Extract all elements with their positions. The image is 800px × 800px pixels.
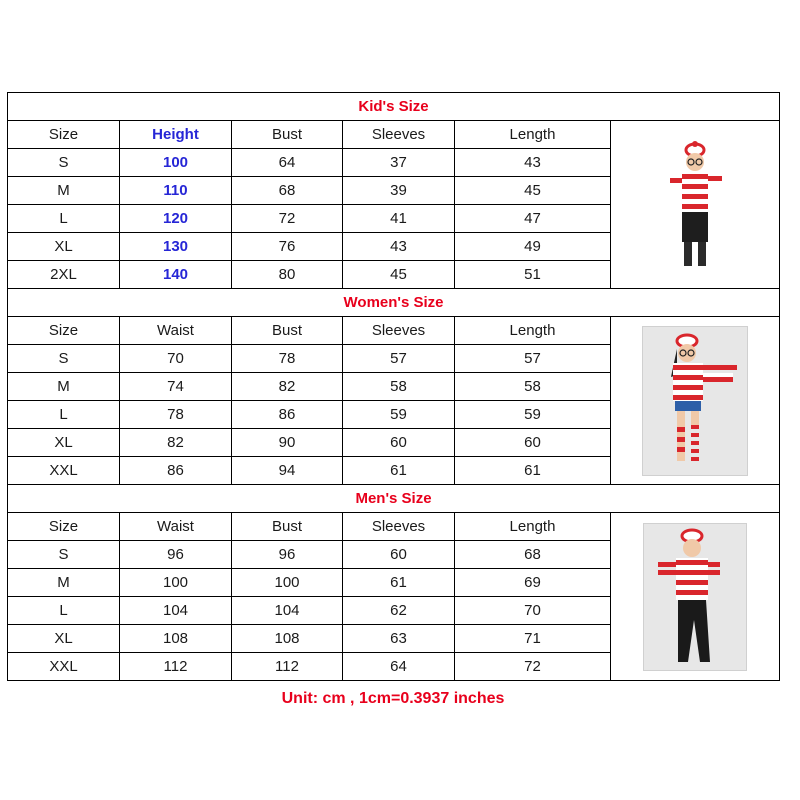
cell-bust: 64 — [232, 149, 343, 177]
cell-size: S — [8, 345, 120, 373]
cell-size: M — [8, 373, 120, 401]
cell-sleeves: 60 — [343, 429, 455, 457]
cell-size: L — [8, 205, 120, 233]
size-chart-container — [7, 92, 779, 681]
size-chart-table — [7, 92, 780, 681]
cell-length: 57 — [455, 345, 611, 373]
header-size: Size — [8, 121, 120, 149]
cell-height: 110 — [120, 177, 232, 205]
cell-length: 68 — [455, 541, 611, 569]
cell-length: 43 — [455, 149, 611, 177]
kids-model-image — [664, 140, 726, 270]
cell-size: XL — [8, 429, 120, 457]
cell-length: 45 — [455, 177, 611, 205]
cell-sleeves: 61 — [343, 457, 455, 485]
header-length: Length — [455, 121, 611, 149]
cell-sleeves: 61 — [343, 569, 455, 597]
header-row — [8, 121, 780, 149]
header-size: Size — [8, 317, 120, 345]
header-sleeves: Sleeves — [343, 121, 455, 149]
header-sleeves: Sleeves — [343, 317, 455, 345]
header-size: Size — [8, 513, 120, 541]
men-model-image — [643, 523, 747, 671]
cell-waist: 108 — [120, 625, 232, 653]
cell-bust: 68 — [232, 177, 343, 205]
cell-length: 51 — [455, 261, 611, 289]
header-bust: Bust — [232, 121, 343, 149]
section-title-men: Men's Size — [8, 485, 780, 513]
cell-size: S — [8, 541, 120, 569]
cell-sleeves: 58 — [343, 373, 455, 401]
cell-waist: 112 — [120, 653, 232, 681]
cell-bust: 108 — [232, 625, 343, 653]
cell-sleeves: 41 — [343, 205, 455, 233]
header-bust: Bust — [232, 317, 343, 345]
cell-height: 130 — [120, 233, 232, 261]
cell-waist: 100 — [120, 569, 232, 597]
header-sleeves: Sleeves — [343, 513, 455, 541]
section-title-women: Women's Size — [8, 289, 780, 317]
section-title-row — [8, 93, 780, 121]
cell-bust: 80 — [232, 261, 343, 289]
cell-size: XL — [8, 625, 120, 653]
cell-waist: 74 — [120, 373, 232, 401]
cell-sleeves: 62 — [343, 597, 455, 625]
cell-height: 120 — [120, 205, 232, 233]
section-title-row — [8, 289, 780, 317]
section-title-kids: Kid's Size — [8, 93, 780, 121]
cell-sleeves: 39 — [343, 177, 455, 205]
cell-waist: 82 — [120, 429, 232, 457]
cell-length: 60 — [455, 429, 611, 457]
cell-length: 70 — [455, 597, 611, 625]
cell-waist: 78 — [120, 401, 232, 429]
cell-sleeves: 43 — [343, 233, 455, 261]
header-waist: Waist — [120, 513, 232, 541]
cell-size: 2XL — [8, 261, 120, 289]
cell-sleeves: 37 — [343, 149, 455, 177]
cell-bust: 72 — [232, 205, 343, 233]
header-bust: Bust — [232, 513, 343, 541]
cell-bust: 112 — [232, 653, 343, 681]
cell-sleeves: 60 — [343, 541, 455, 569]
header-height: Height — [120, 121, 232, 149]
cell-waist: 70 — [120, 345, 232, 373]
cell-length: 71 — [455, 625, 611, 653]
cell-size: M — [8, 569, 120, 597]
cell-bust: 82 — [232, 373, 343, 401]
cell-sleeves: 45 — [343, 261, 455, 289]
cell-length: 47 — [455, 205, 611, 233]
cell-sleeves: 63 — [343, 625, 455, 653]
cell-size: S — [8, 149, 120, 177]
women-photo-cell — [611, 317, 780, 485]
cell-bust: 86 — [232, 401, 343, 429]
cell-sleeves: 64 — [343, 653, 455, 681]
unit-note: Unit: cm , 1cm=0.3937 inches — [281, 690, 505, 707]
cell-bust: 104 — [232, 597, 343, 625]
cell-height: 100 — [120, 149, 232, 177]
cell-waist: 86 — [120, 457, 232, 485]
cell-length: 72 — [455, 653, 611, 681]
header-length: Length — [455, 317, 611, 345]
header-waist: Waist — [120, 317, 232, 345]
cell-bust: 94 — [232, 457, 343, 485]
header-length: Length — [455, 513, 611, 541]
cell-length: 69 — [455, 569, 611, 597]
cell-size: XXL — [8, 653, 120, 681]
cell-length: 59 — [455, 401, 611, 429]
cell-size: XL — [8, 233, 120, 261]
cell-size: L — [8, 401, 120, 429]
cell-length: 61 — [455, 457, 611, 485]
cell-waist: 96 — [120, 541, 232, 569]
header-row — [8, 317, 780, 345]
cell-bust: 78 — [232, 345, 343, 373]
header-row — [8, 513, 780, 541]
cell-sleeves: 57 — [343, 345, 455, 373]
cell-bust: 90 — [232, 429, 343, 457]
cell-size: M — [8, 177, 120, 205]
cell-length: 58 — [455, 373, 611, 401]
cell-size: XXL — [8, 457, 120, 485]
cell-bust: 96 — [232, 541, 343, 569]
women-model-image — [642, 326, 748, 476]
cell-waist: 104 — [120, 597, 232, 625]
men-photo-cell — [611, 513, 780, 681]
cell-bust: 76 — [232, 233, 343, 261]
cell-sleeves: 59 — [343, 401, 455, 429]
cell-length: 49 — [455, 233, 611, 261]
cell-bust: 100 — [232, 569, 343, 597]
kids-photo-cell — [611, 121, 780, 289]
cell-height: 140 — [120, 261, 232, 289]
section-title-row — [8, 485, 780, 513]
cell-size: L — [8, 597, 120, 625]
